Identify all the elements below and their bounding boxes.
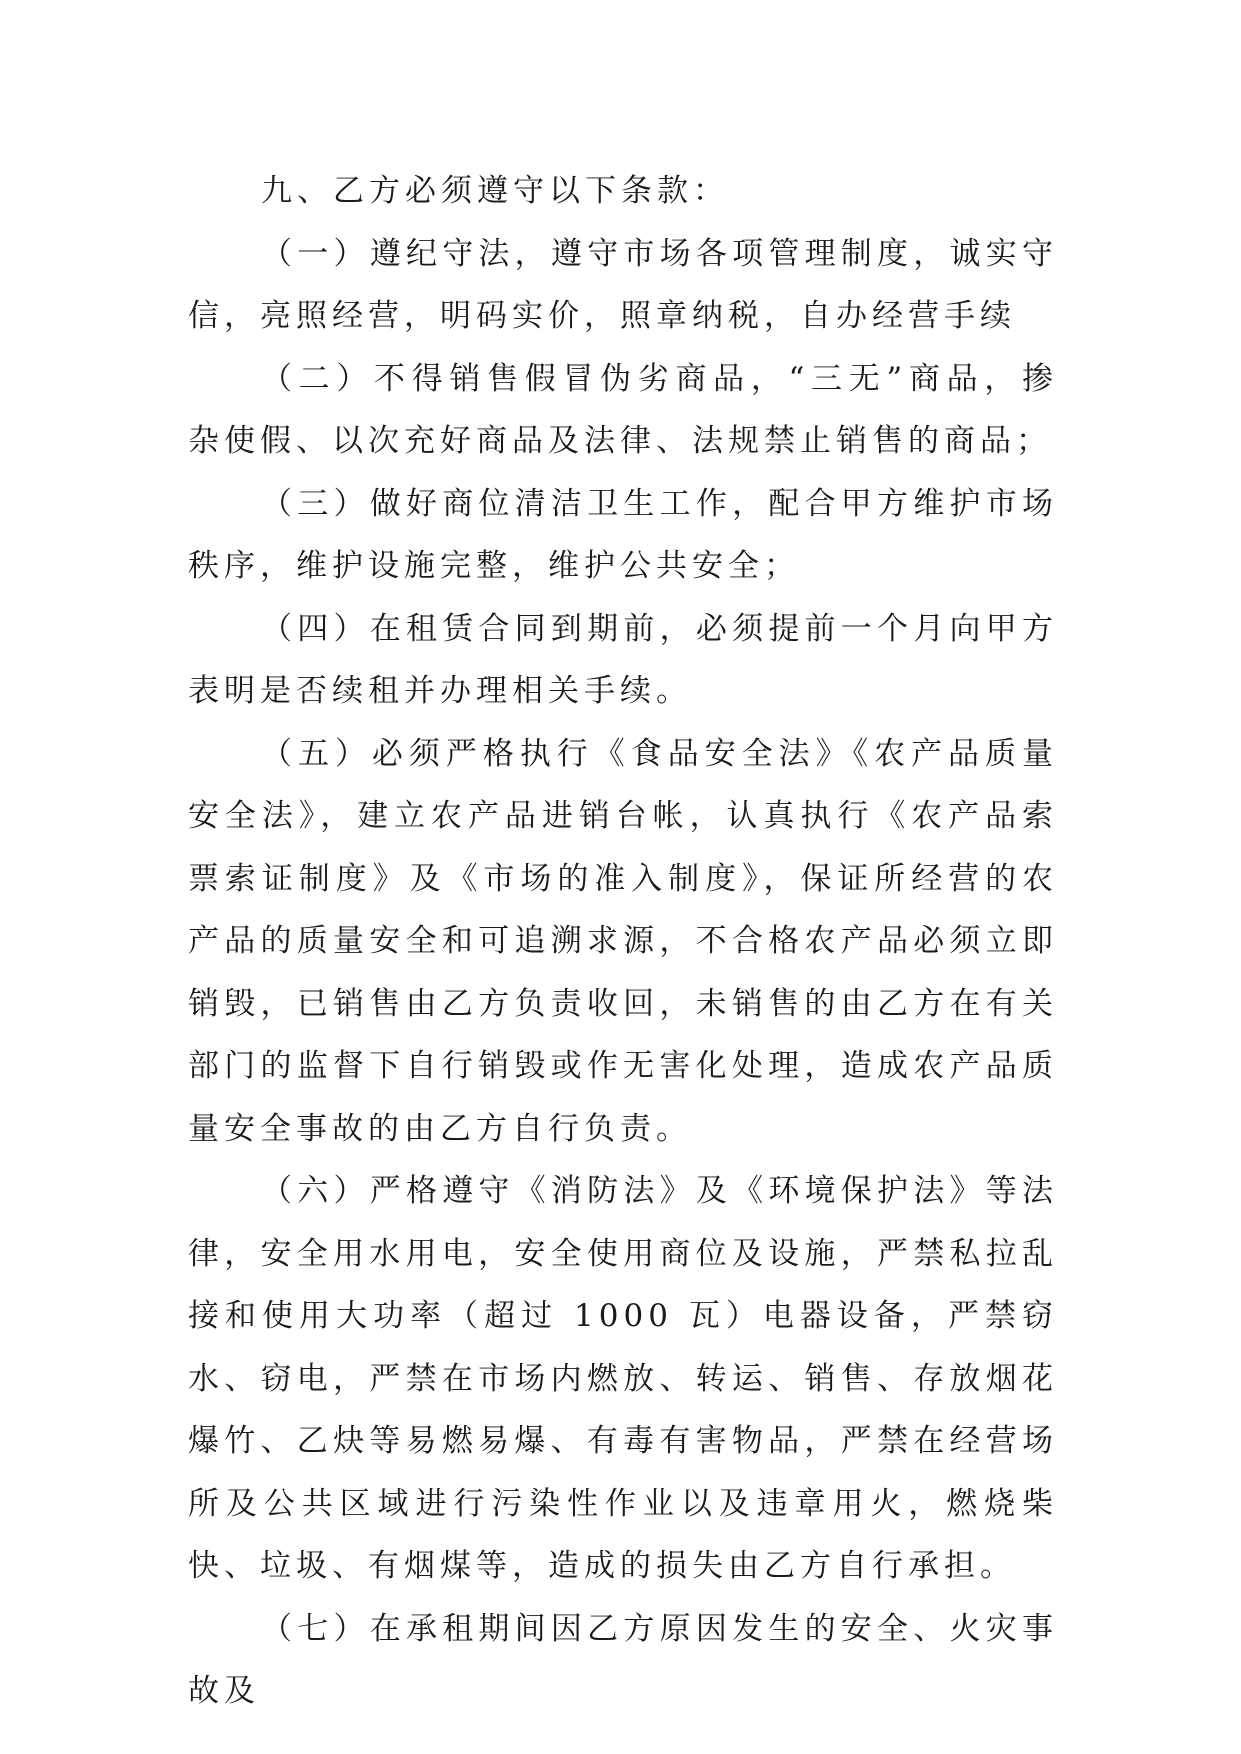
clause-6: （六）严格遵守《消防法》及《环境保护法》等法律，安全用水用电，安全使用商位及设施，严禁私拉乱接和使用大功率（超过 1000 瓦）电器设备，严禁窃水、窃电，严禁在市场内燃放、转运、销售、存放烟花爆竹、乙炔等易燃易爆、有毒有害物品，严禁在经营场所及公共区域进行污染性作业以及违章用火，燃烧柴快、垃圾、有烟煤等，造成的损失由乙方自行承担。 — [188, 1173, 1058, 1584]
document-body — [188, 160, 1058, 1723]
clause-7: （七）在承租期间因乙方原因发生的安全、火灾事故及 — [188, 1610, 1058, 1709]
section-heading: 九、乙方必须遵守以下条款： — [261, 173, 729, 209]
clause-4: （四）在租赁合同到期前，必须提前一个月向甲方表明是否续租并办理相关手续。 — [188, 610, 1058, 709]
clause-1: （一）遵纪守法，遵守市场各项管理制度，诚实守信，亮照经营，明码实价，照章纳税，自办经营手续 — [188, 235, 1058, 334]
clause-2: （二）不得销售假冒伪劣商品，“三无”商品，掺杂使假、以次充好商品及法律、法规禁止销售的商品； — [188, 360, 1058, 459]
clause-3: （三）做好商位清洁卫生工作，配合甲方维护市场秩序，维护设施完整，维护公共安全； — [188, 485, 1058, 584]
clause-5: （五）必须严格执行《食品安全法》《农产品质量安全法》，建立农产品进销台帐，认真执行《农产品索票索证制度》及《市场的准入制度》，保证所经营的农产品的质量安全和可追溯求源，不合格农产品必须立即销毁，已销售由乙方负责收回，未销售的由乙方在有关部门的监督下自行销毁或作无害化处理，造成农产品质量安全事故的由乙方自行负责。 — [188, 735, 1058, 1147]
